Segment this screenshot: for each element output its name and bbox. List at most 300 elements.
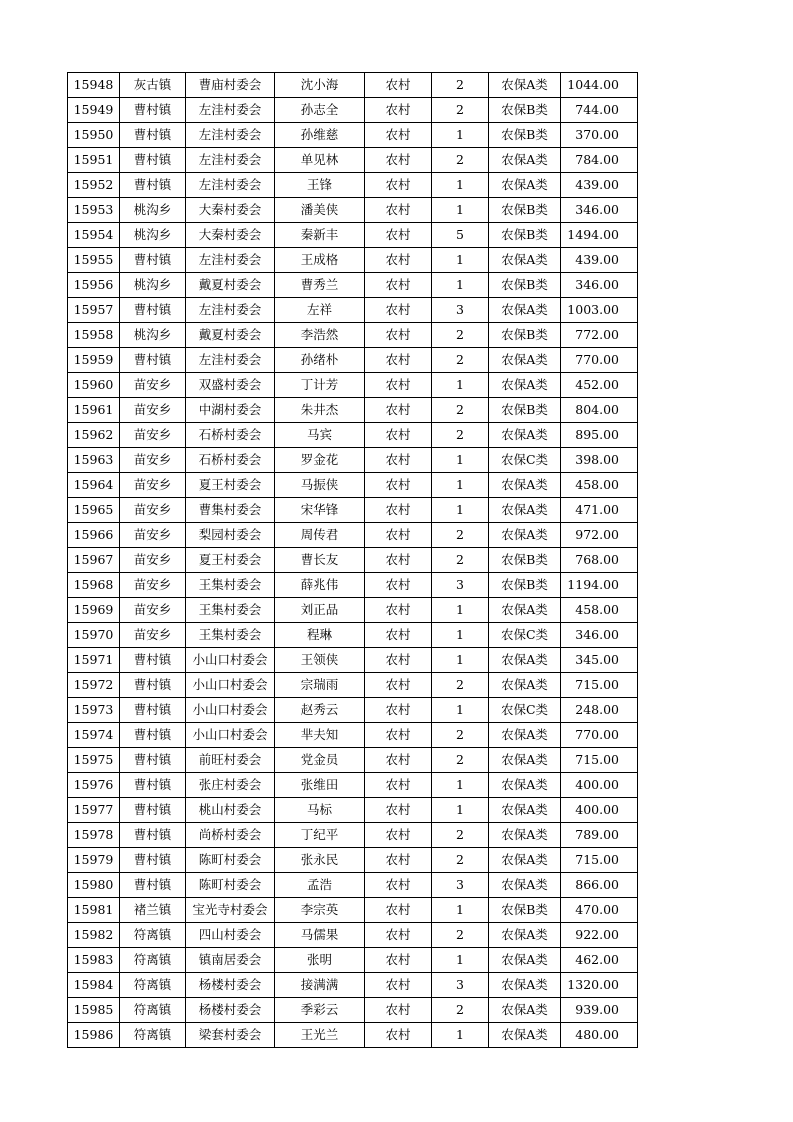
household-count-cell: 1: [432, 648, 489, 673]
person-name-cell: 张永民: [275, 848, 365, 873]
residence-type-cell: 农村: [365, 823, 432, 848]
amount-cell: 470.00: [561, 898, 638, 923]
village-committee-cell: 梨园村委会: [186, 523, 275, 548]
household-count-cell: 1: [432, 798, 489, 823]
township-cell: 苗安乡: [120, 373, 186, 398]
township-cell: 符离镇: [120, 923, 186, 948]
table-row: [68, 898, 638, 923]
person-name-cell: 宋华锋: [275, 498, 365, 523]
person-name-cell: 芈夫知: [275, 723, 365, 748]
household-count-cell: 2: [432, 823, 489, 848]
table-row: [68, 398, 638, 423]
township-cell: 曹村镇: [120, 723, 186, 748]
record-id-cell: 15972: [68, 673, 120, 698]
person-name-cell: 党金员: [275, 748, 365, 773]
table-row: [68, 173, 638, 198]
village-committee-cell: 陈町村委会: [186, 848, 275, 873]
amount-cell: 770.00: [561, 723, 638, 748]
township-cell: 曹村镇: [120, 173, 186, 198]
table-row: [68, 698, 638, 723]
amount-cell: 346.00: [561, 623, 638, 648]
table-row: [68, 448, 638, 473]
township-cell: 曹村镇: [120, 848, 186, 873]
household-count-cell: 2: [432, 723, 489, 748]
amount-cell: 789.00: [561, 823, 638, 848]
township-cell: 灰古镇: [120, 73, 186, 98]
household-count-cell: 3: [432, 873, 489, 898]
household-count-cell: 2: [432, 848, 489, 873]
village-committee-cell: 中湖村委会: [186, 398, 275, 423]
township-cell: 曹村镇: [120, 148, 186, 173]
record-id-cell: 15961: [68, 398, 120, 423]
record-id-cell: 15962: [68, 423, 120, 448]
person-name-cell: 丁纪平: [275, 823, 365, 848]
household-count-cell: 2: [432, 98, 489, 123]
record-id-cell: 15968: [68, 573, 120, 598]
village-committee-cell: 左洼村委会: [186, 298, 275, 323]
household-count-cell: 1: [432, 473, 489, 498]
record-id-cell: 15976: [68, 773, 120, 798]
person-name-cell: 接满满: [275, 973, 365, 998]
table-row: [68, 648, 638, 673]
person-name-cell: 马振侠: [275, 473, 365, 498]
record-id-cell: 15958: [68, 323, 120, 348]
amount-cell: 1003.00: [561, 298, 638, 323]
insurance-category-cell: 农保A类: [489, 1023, 561, 1048]
household-count-cell: 2: [432, 348, 489, 373]
table-row: [68, 798, 638, 823]
amount-cell: 462.00: [561, 948, 638, 973]
amount-cell: 1320.00: [561, 973, 638, 998]
record-id-cell: 15969: [68, 598, 120, 623]
person-name-cell: 李宗英: [275, 898, 365, 923]
insurance-category-cell: 农保A类: [489, 973, 561, 998]
village-committee-cell: 石桥村委会: [186, 423, 275, 448]
table-row: [68, 548, 638, 573]
table-row: [68, 948, 638, 973]
residence-type-cell: 农村: [365, 373, 432, 398]
insurance-category-cell: 农保A类: [489, 923, 561, 948]
residence-type-cell: 农村: [365, 898, 432, 923]
amount-cell: 370.00: [561, 123, 638, 148]
residence-type-cell: 农村: [365, 848, 432, 873]
township-cell: 桃沟乡: [120, 198, 186, 223]
household-count-cell: 2: [432, 673, 489, 698]
township-cell: 苗安乡: [120, 573, 186, 598]
amount-cell: 398.00: [561, 448, 638, 473]
insurance-category-cell: 农保B类: [489, 898, 561, 923]
household-count-cell: 1: [432, 448, 489, 473]
insurance-category-cell: 农保B类: [489, 123, 561, 148]
village-committee-cell: 王集村委会: [186, 573, 275, 598]
table-row: [68, 623, 638, 648]
insurance-category-cell: 农保A类: [489, 748, 561, 773]
table-row: [68, 148, 638, 173]
amount-cell: 346.00: [561, 273, 638, 298]
record-id-cell: 15954: [68, 223, 120, 248]
insurance-category-cell: 农保A类: [489, 148, 561, 173]
insurance-category-cell: 农保C类: [489, 448, 561, 473]
record-id-cell: 15960: [68, 373, 120, 398]
residence-type-cell: 农村: [365, 798, 432, 823]
household-count-cell: 1: [432, 948, 489, 973]
township-cell: 符离镇: [120, 998, 186, 1023]
insurance-category-cell: 农保B类: [489, 573, 561, 598]
village-committee-cell: 曹庙村委会: [186, 73, 275, 98]
residence-type-cell: 农村: [365, 923, 432, 948]
residence-type-cell: 农村: [365, 398, 432, 423]
village-committee-cell: 曹集村委会: [186, 498, 275, 523]
record-id-cell: 15957: [68, 298, 120, 323]
insurance-category-cell: 农保A类: [489, 798, 561, 823]
residence-type-cell: 农村: [365, 698, 432, 723]
village-committee-cell: 石桥村委会: [186, 448, 275, 473]
amount-cell: 345.00: [561, 648, 638, 673]
table-row: [68, 873, 638, 898]
person-name-cell: 王领侠: [275, 648, 365, 673]
table-row: [68, 998, 638, 1023]
township-cell: 桃沟乡: [120, 323, 186, 348]
residence-type-cell: 农村: [365, 73, 432, 98]
amount-cell: 400.00: [561, 773, 638, 798]
amount-cell: 770.00: [561, 348, 638, 373]
table-row: [68, 223, 638, 248]
village-committee-cell: 张庄村委会: [186, 773, 275, 798]
household-count-cell: 1: [432, 198, 489, 223]
amount-cell: 1194.00: [561, 573, 638, 598]
amount-cell: 895.00: [561, 423, 638, 448]
record-id-cell: 15985: [68, 998, 120, 1023]
household-count-cell: 3: [432, 573, 489, 598]
insurance-category-cell: 农保A类: [489, 348, 561, 373]
residence-type-cell: 农村: [365, 448, 432, 473]
insurance-category-cell: 农保B类: [489, 273, 561, 298]
record-id-cell: 15980: [68, 873, 120, 898]
person-name-cell: 马儒果: [275, 923, 365, 948]
township-cell: 苗安乡: [120, 623, 186, 648]
person-name-cell: 曹秀兰: [275, 273, 365, 298]
person-name-cell: 马标: [275, 798, 365, 823]
table-row: [68, 98, 638, 123]
village-committee-cell: 陈町村委会: [186, 873, 275, 898]
township-cell: 符离镇: [120, 948, 186, 973]
insurance-category-cell: 农保A类: [489, 173, 561, 198]
table-row: [68, 723, 638, 748]
amount-cell: 972.00: [561, 523, 638, 548]
person-name-cell: 程琳: [275, 623, 365, 648]
amount-cell: 715.00: [561, 673, 638, 698]
person-name-cell: 曹长友: [275, 548, 365, 573]
village-committee-cell: 左洼村委会: [186, 148, 275, 173]
village-committee-cell: 左洼村委会: [186, 248, 275, 273]
records-table: [67, 72, 638, 1048]
residence-type-cell: 农村: [365, 723, 432, 748]
insurance-category-cell: 农保A类: [489, 723, 561, 748]
residence-type-cell: 农村: [365, 748, 432, 773]
household-count-cell: 2: [432, 748, 489, 773]
amount-cell: 939.00: [561, 998, 638, 1023]
table-row: [68, 273, 638, 298]
insurance-category-cell: 农保C类: [489, 623, 561, 648]
residence-type-cell: 农村: [365, 648, 432, 673]
amount-cell: 768.00: [561, 548, 638, 573]
village-committee-cell: 左洼村委会: [186, 348, 275, 373]
household-count-cell: 2: [432, 423, 489, 448]
insurance-category-cell: 农保A类: [489, 373, 561, 398]
township-cell: 曹村镇: [120, 698, 186, 723]
household-count-cell: 2: [432, 548, 489, 573]
table-row: [68, 423, 638, 448]
household-count-cell: 2: [432, 998, 489, 1023]
person-name-cell: 张明: [275, 948, 365, 973]
residence-type-cell: 农村: [365, 98, 432, 123]
household-count-cell: 1: [432, 898, 489, 923]
person-name-cell: 王光兰: [275, 1023, 365, 1048]
residence-type-cell: 农村: [365, 323, 432, 348]
township-cell: 曹村镇: [120, 873, 186, 898]
residence-type-cell: 农村: [365, 623, 432, 648]
table-row: [68, 573, 638, 598]
record-id-cell: 15984: [68, 973, 120, 998]
township-cell: 曹村镇: [120, 648, 186, 673]
residence-type-cell: 农村: [365, 123, 432, 148]
insurance-category-cell: 农保B类: [489, 548, 561, 573]
township-cell: 苗安乡: [120, 423, 186, 448]
residence-type-cell: 农村: [365, 973, 432, 998]
village-committee-cell: 大秦村委会: [186, 198, 275, 223]
person-name-cell: 马宾: [275, 423, 365, 448]
person-name-cell: 季彩云: [275, 998, 365, 1023]
residence-type-cell: 农村: [365, 248, 432, 273]
township-cell: 符离镇: [120, 973, 186, 998]
village-committee-cell: 王集村委会: [186, 623, 275, 648]
household-count-cell: 2: [432, 73, 489, 98]
township-cell: 曹村镇: [120, 123, 186, 148]
household-count-cell: 1: [432, 373, 489, 398]
village-committee-cell: 夏王村委会: [186, 548, 275, 573]
residence-type-cell: 农村: [365, 523, 432, 548]
residence-type-cell: 农村: [365, 1023, 432, 1048]
record-id-cell: 15974: [68, 723, 120, 748]
village-committee-cell: 小山口村委会: [186, 648, 275, 673]
record-id-cell: 15956: [68, 273, 120, 298]
table-row: [68, 498, 638, 523]
household-count-cell: 1: [432, 173, 489, 198]
insurance-category-cell: 农保A类: [489, 823, 561, 848]
record-id-cell: 15975: [68, 748, 120, 773]
insurance-category-cell: 农保A类: [489, 648, 561, 673]
village-committee-cell: 杨楼村委会: [186, 973, 275, 998]
household-count-cell: 1: [432, 498, 489, 523]
household-count-cell: 3: [432, 298, 489, 323]
household-count-cell: 1: [432, 248, 489, 273]
township-cell: 曹村镇: [120, 348, 186, 373]
amount-cell: 715.00: [561, 748, 638, 773]
residence-type-cell: 农村: [365, 173, 432, 198]
record-id-cell: 15973: [68, 698, 120, 723]
village-committee-cell: 梁套村委会: [186, 1023, 275, 1048]
table-row: [68, 923, 638, 948]
township-cell: 曹村镇: [120, 98, 186, 123]
household-count-cell: 2: [432, 323, 489, 348]
person-name-cell: 沈小海: [275, 73, 365, 98]
insurance-category-cell: 农保A类: [489, 598, 561, 623]
person-name-cell: 秦新丰: [275, 223, 365, 248]
table-row: [68, 673, 638, 698]
village-committee-cell: 桃山村委会: [186, 798, 275, 823]
village-committee-cell: 小山口村委会: [186, 698, 275, 723]
village-committee-cell: 左洼村委会: [186, 173, 275, 198]
amount-cell: 1494.00: [561, 223, 638, 248]
record-id-cell: 15953: [68, 198, 120, 223]
township-cell: 苗安乡: [120, 473, 186, 498]
township-cell: 曹村镇: [120, 798, 186, 823]
table-row: [68, 823, 638, 848]
household-count-cell: 2: [432, 148, 489, 173]
township-cell: 曹村镇: [120, 248, 186, 273]
person-name-cell: 孙绪朴: [275, 348, 365, 373]
residence-type-cell: 农村: [365, 498, 432, 523]
person-name-cell: 王锋: [275, 173, 365, 198]
amount-cell: 439.00: [561, 248, 638, 273]
residence-type-cell: 农村: [365, 223, 432, 248]
township-cell: 曹村镇: [120, 773, 186, 798]
residence-type-cell: 农村: [365, 198, 432, 223]
village-committee-cell: 戴夏村委会: [186, 323, 275, 348]
amount-cell: 804.00: [561, 398, 638, 423]
record-id-cell: 15979: [68, 848, 120, 873]
amount-cell: 772.00: [561, 323, 638, 348]
table-row: [68, 523, 638, 548]
record-id-cell: 15965: [68, 498, 120, 523]
person-name-cell: 罗金花: [275, 448, 365, 473]
village-committee-cell: 大秦村委会: [186, 223, 275, 248]
amount-cell: 346.00: [561, 198, 638, 223]
township-cell: 曹村镇: [120, 748, 186, 773]
insurance-category-cell: 农保B类: [489, 223, 561, 248]
record-id-cell: 15977: [68, 798, 120, 823]
table-row: [68, 298, 638, 323]
village-committee-cell: 王集村委会: [186, 598, 275, 623]
person-name-cell: 左祥: [275, 298, 365, 323]
township-cell: 曹村镇: [120, 298, 186, 323]
residence-type-cell: 农村: [365, 348, 432, 373]
person-name-cell: 潘美侠: [275, 198, 365, 223]
person-name-cell: 孙维慈: [275, 123, 365, 148]
township-cell: 符离镇: [120, 1023, 186, 1048]
person-name-cell: 周传君: [275, 523, 365, 548]
village-committee-cell: 前旺村委会: [186, 748, 275, 773]
person-name-cell: 薛兆伟: [275, 573, 365, 598]
village-committee-cell: 左洼村委会: [186, 123, 275, 148]
insurance-category-cell: 农保A类: [489, 673, 561, 698]
table-row: [68, 773, 638, 798]
residence-type-cell: 农村: [365, 598, 432, 623]
residence-type-cell: 农村: [365, 998, 432, 1023]
record-id-cell: 15986: [68, 1023, 120, 1048]
record-id-cell: 15983: [68, 948, 120, 973]
household-count-cell: 2: [432, 923, 489, 948]
household-count-cell: 3: [432, 973, 489, 998]
table-row: [68, 373, 638, 398]
residence-type-cell: 农村: [365, 298, 432, 323]
residence-type-cell: 农村: [365, 873, 432, 898]
residence-type-cell: 农村: [365, 548, 432, 573]
village-committee-cell: 双盛村委会: [186, 373, 275, 398]
record-id-cell: 15981: [68, 898, 120, 923]
person-name-cell: 丁计芳: [275, 373, 365, 398]
amount-cell: 439.00: [561, 173, 638, 198]
insurance-category-cell: 农保A类: [489, 523, 561, 548]
table-row: [68, 748, 638, 773]
record-id-cell: 15963: [68, 448, 120, 473]
table-row: [68, 248, 638, 273]
township-cell: 曹村镇: [120, 673, 186, 698]
amount-cell: 452.00: [561, 373, 638, 398]
insurance-category-cell: 农保A类: [489, 73, 561, 98]
table-row: [68, 323, 638, 348]
township-cell: 桃沟乡: [120, 273, 186, 298]
amount-cell: 458.00: [561, 473, 638, 498]
insurance-category-cell: 农保A类: [489, 423, 561, 448]
township-cell: 苗安乡: [120, 448, 186, 473]
household-count-cell: 1: [432, 123, 489, 148]
village-committee-cell: 杨楼村委会: [186, 998, 275, 1023]
amount-cell: 458.00: [561, 598, 638, 623]
residence-type-cell: 农村: [365, 273, 432, 298]
record-id-cell: 15952: [68, 173, 120, 198]
table-row: [68, 848, 638, 873]
insurance-category-cell: 农保A类: [489, 848, 561, 873]
insurance-category-cell: 农保A类: [489, 998, 561, 1023]
residence-type-cell: 农村: [365, 773, 432, 798]
township-cell: 曹村镇: [120, 823, 186, 848]
amount-cell: 744.00: [561, 98, 638, 123]
record-id-cell: 15966: [68, 523, 120, 548]
insurance-category-cell: 农保A类: [489, 298, 561, 323]
village-committee-cell: 尚桥村委会: [186, 823, 275, 848]
person-name-cell: 刘正品: [275, 598, 365, 623]
record-id-cell: 15970: [68, 623, 120, 648]
table-row: [68, 1023, 638, 1048]
residence-type-cell: 农村: [365, 148, 432, 173]
village-committee-cell: 夏王村委会: [186, 473, 275, 498]
table-row: [68, 73, 638, 98]
insurance-category-cell: 农保A类: [489, 948, 561, 973]
amount-cell: 480.00: [561, 1023, 638, 1048]
township-cell: 苗安乡: [120, 498, 186, 523]
residence-type-cell: 农村: [365, 948, 432, 973]
amount-cell: 471.00: [561, 498, 638, 523]
insurance-category-cell: 农保B类: [489, 98, 561, 123]
table-row: [68, 473, 638, 498]
record-id-cell: 15971: [68, 648, 120, 673]
amount-cell: 866.00: [561, 873, 638, 898]
record-id-cell: 15964: [68, 473, 120, 498]
amount-cell: 922.00: [561, 923, 638, 948]
household-count-cell: 5: [432, 223, 489, 248]
person-name-cell: 孙志全: [275, 98, 365, 123]
household-count-cell: 1: [432, 623, 489, 648]
record-id-cell: 15967: [68, 548, 120, 573]
village-committee-cell: 小山口村委会: [186, 723, 275, 748]
records-body: [68, 73, 638, 1048]
amount-cell: 1044.00: [561, 73, 638, 98]
residence-type-cell: 农村: [365, 473, 432, 498]
township-cell: 褚兰镇: [120, 898, 186, 923]
township-cell: 苗安乡: [120, 548, 186, 573]
amount-cell: 248.00: [561, 698, 638, 723]
